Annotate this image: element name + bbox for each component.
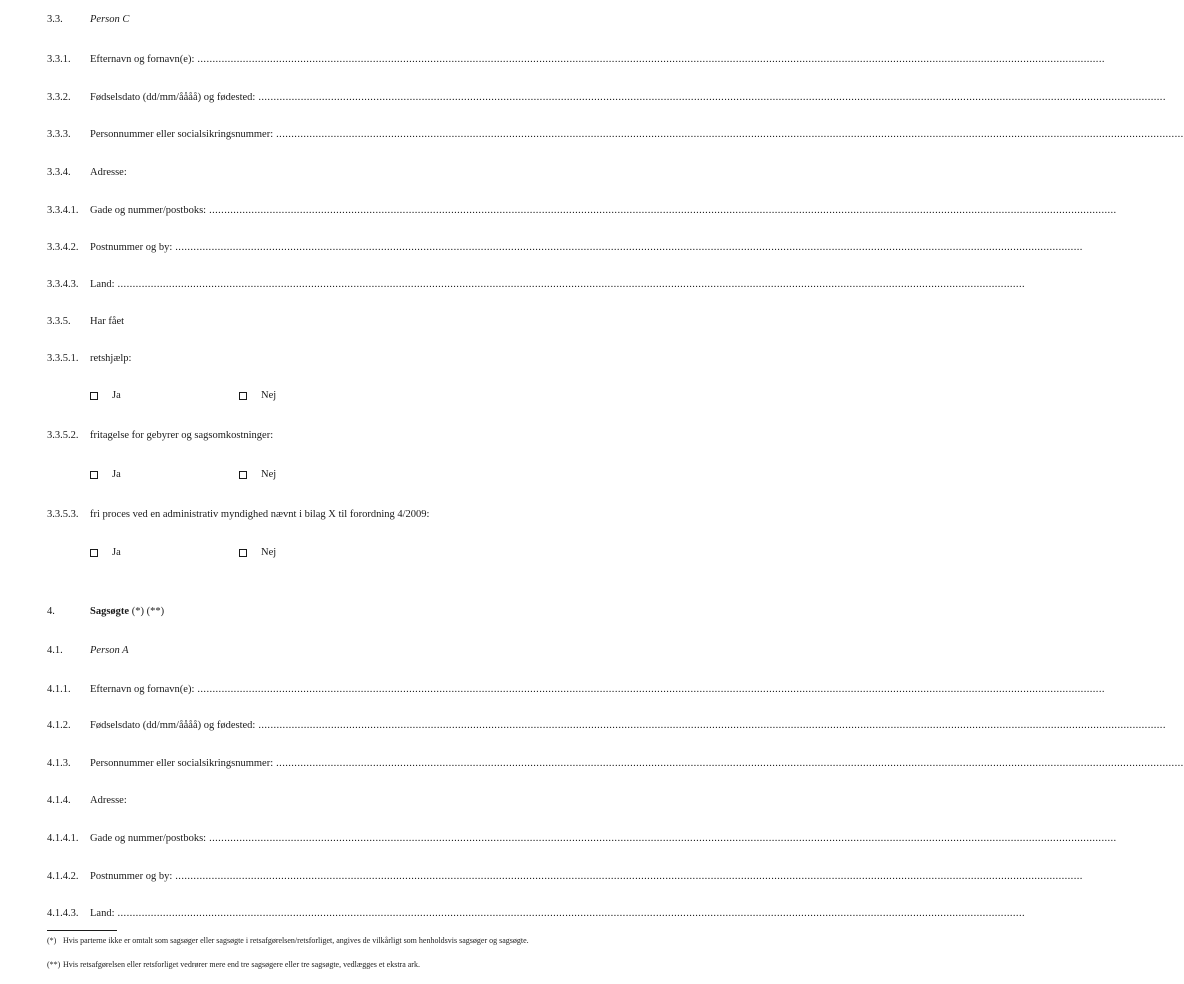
section-4-1-heading bbox=[0, 643, 655, 659]
section-number: 4.1. bbox=[47, 645, 63, 656]
field-line[interactable] bbox=[90, 240, 1083, 256]
field-surname-c[interactable] bbox=[0, 52, 1105, 68]
dotted-line[interactable]: ............................................................................................................................................................................................................................................................................................................ bbox=[197, 684, 1105, 695]
field-label: retshjælp: bbox=[90, 353, 132, 364]
field-label: Gade og nummer/postboks: bbox=[90, 833, 207, 844]
dotted-line[interactable]: ............................................................................................................................................................................................................................................................................................................ bbox=[276, 129, 1184, 140]
field-number: 4.1.4. bbox=[47, 795, 71, 806]
checkbox-square[interactable] bbox=[90, 471, 98, 479]
free-process-c bbox=[0, 507, 655, 523]
field-line[interactable] bbox=[90, 277, 1025, 293]
checkbox-square[interactable] bbox=[90, 392, 98, 400]
field-line[interactable] bbox=[90, 831, 1117, 847]
field-number: 4.1.4.1. bbox=[47, 833, 79, 844]
checkbox-square[interactable] bbox=[239, 471, 247, 479]
field-surname-a[interactable] bbox=[0, 682, 1105, 698]
dotted-line[interactable]: ............................................................................................................................................................................................................................................................................................................ bbox=[258, 720, 1166, 731]
address-heading-c bbox=[0, 165, 655, 181]
field-label: Har fået bbox=[90, 316, 125, 327]
dotted-line[interactable]: ............................................................................................................................................................................................................................................................................................................ bbox=[276, 758, 1184, 769]
field-personnummer-c[interactable] bbox=[0, 127, 1184, 143]
field-street-a[interactable] bbox=[0, 831, 1117, 847]
free-process-options bbox=[0, 545, 655, 561]
field-number: 3.3.4.1. bbox=[47, 205, 79, 216]
received-heading-c bbox=[0, 314, 655, 330]
dotted-line[interactable]: ............................................................................................................................................................................................................................................................................................................ bbox=[209, 833, 1117, 844]
footnote-text: Hvis retsafgørelsen eller retsforliget vedrører mere end tre sagsøgere eller tre sagsøgte, vedlægges et ekstra ark. bbox=[63, 960, 420, 969]
field-number: 3.3.1. bbox=[47, 54, 71, 65]
section-title: Person A bbox=[90, 645, 129, 656]
field-birth-c[interactable] bbox=[0, 90, 1166, 106]
dotted-line[interactable]: ............................................................................................................................................................................................................................................................................................................ bbox=[209, 205, 1117, 216]
checkbox-label: Ja bbox=[112, 547, 121, 558]
field-postcode-c[interactable] bbox=[0, 240, 1083, 256]
field-label: Personnummer eller socialsikringsnummer: bbox=[90, 758, 274, 769]
section-title-wrap bbox=[90, 604, 164, 620]
field-number: 4.1.2. bbox=[47, 720, 71, 731]
field-label: Efternavn og fornavn(e): bbox=[90, 684, 195, 695]
section-number: 4. bbox=[47, 606, 55, 617]
field-street-c[interactable] bbox=[0, 203, 1117, 219]
checkbox-square[interactable] bbox=[239, 549, 247, 557]
section-title: Person C bbox=[90, 14, 130, 25]
field-line[interactable] bbox=[90, 906, 1025, 922]
checkbox-yes[interactable] bbox=[90, 388, 121, 404]
checkbox-square[interactable] bbox=[90, 549, 98, 557]
field-label: Land: bbox=[90, 908, 115, 919]
field-label: Efternavn og fornavn(e): bbox=[90, 54, 195, 65]
field-line[interactable] bbox=[90, 756, 1184, 772]
footnote-1 bbox=[47, 936, 597, 946]
field-number: 4.1.3. bbox=[47, 758, 71, 769]
checkbox-no[interactable] bbox=[239, 388, 276, 404]
field-number: 3.3.4. bbox=[47, 167, 71, 178]
dotted-line[interactable]: ............................................................................................................................................................................................................................................................................................................ bbox=[117, 279, 1025, 290]
fee-exemption-c bbox=[0, 428, 655, 444]
dotted-line[interactable]: ............................................................................................................................................................................................................................................................................................................ bbox=[258, 92, 1166, 103]
section-number: 3.3. bbox=[47, 14, 63, 25]
checkbox-yes[interactable] bbox=[90, 467, 121, 483]
field-number: 4.1.4.2. bbox=[47, 871, 79, 882]
field-label: fri proces ved en administrativ myndighed nævnt i bilag X til forordning 4/2009: bbox=[90, 509, 430, 520]
field-number: 3.3.5.2. bbox=[47, 430, 79, 441]
address-heading-a bbox=[0, 793, 655, 809]
legal-aid-options bbox=[0, 388, 655, 404]
field-number: 3.3.5.1. bbox=[47, 353, 79, 364]
field-line[interactable] bbox=[90, 127, 1184, 143]
section-4-heading bbox=[0, 604, 655, 620]
footnote-mark: (**) bbox=[47, 960, 61, 969]
field-line[interactable] bbox=[90, 718, 1166, 734]
checkbox-label: Nej bbox=[261, 469, 277, 480]
field-label: Postnummer og by: bbox=[90, 871, 173, 882]
section-title: Sagsøgte bbox=[90, 606, 130, 617]
field-label: Fødselsdato (dd/mm/åååå) og fødested: bbox=[90, 92, 256, 103]
dotted-line[interactable]: ............................................................................................................................................................................................................................................................................................................ bbox=[117, 908, 1025, 919]
checkbox-no[interactable] bbox=[239, 467, 276, 483]
field-number: 4.1.1. bbox=[47, 684, 71, 695]
field-number: 3.3.4.2. bbox=[47, 242, 79, 253]
field-birth-a[interactable] bbox=[0, 718, 1166, 734]
field-country-c[interactable] bbox=[0, 277, 1025, 293]
checkbox-label: Nej bbox=[261, 547, 277, 558]
field-label: Personnummer eller socialsikringsnummer: bbox=[90, 129, 274, 140]
field-personnummer-a[interactable] bbox=[0, 756, 1184, 772]
checkbox-label: Ja bbox=[112, 469, 121, 480]
checkbox-label: Nej bbox=[261, 390, 277, 401]
dotted-line[interactable]: ............................................................................................................................................................................................................................................................................................................ bbox=[175, 871, 1083, 882]
field-number: 4.1.4.3. bbox=[47, 908, 79, 919]
checkbox-square[interactable] bbox=[239, 392, 247, 400]
field-postcode-a[interactable] bbox=[0, 869, 1083, 885]
footnote-divider bbox=[47, 930, 117, 931]
field-label: Adresse: bbox=[90, 795, 127, 806]
checkbox-no[interactable] bbox=[239, 545, 276, 561]
field-line[interactable] bbox=[90, 682, 1105, 698]
fee-exemption-options bbox=[0, 467, 655, 483]
dotted-line[interactable]: ............................................................................................................................................................................................................................................................................................................ bbox=[197, 54, 1105, 65]
field-label: Gade og nummer/postboks: bbox=[90, 205, 207, 216]
footnote-refs: (*) (**) bbox=[131, 606, 165, 617]
field-country-a[interactable] bbox=[0, 906, 1025, 922]
field-label: Land: bbox=[90, 279, 115, 290]
footnote-text: Hvis parterne ikke er omtalt som sagsøger eller sagsøgte i retsafgørelsen/retsforliget, angives de vilkårligt som henholdsvis sagsøger og sagsøgte. bbox=[63, 936, 529, 945]
field-label: Adresse: bbox=[90, 167, 127, 178]
field-number: 3.3.5. bbox=[47, 316, 71, 327]
dotted-line[interactable]: ............................................................................................................................................................................................................................................................................................................ bbox=[175, 242, 1083, 253]
field-label: fritagelse for gebyrer og sagsomkostninger: bbox=[90, 430, 274, 441]
checkbox-yes[interactable] bbox=[90, 545, 121, 561]
field-number: 3.3.4.3. bbox=[47, 279, 79, 290]
field-line[interactable] bbox=[90, 52, 1105, 68]
field-line[interactable] bbox=[90, 90, 1166, 106]
field-line[interactable] bbox=[90, 203, 1117, 219]
field-label: Fødselsdato (dd/mm/åååå) og fødested: bbox=[90, 720, 256, 731]
field-line[interactable] bbox=[90, 869, 1083, 885]
field-number: 3.3.5.3. bbox=[47, 509, 79, 520]
field-label: Postnummer og by: bbox=[90, 242, 173, 253]
section-3-3-heading bbox=[0, 12, 655, 28]
checkbox-label: Ja bbox=[112, 390, 121, 401]
footnote-2 bbox=[47, 960, 597, 970]
field-number: 3.3.3. bbox=[47, 129, 71, 140]
footnote-mark: (*) bbox=[47, 936, 57, 945]
field-number: 3.3.2. bbox=[47, 92, 71, 103]
legal-aid-c bbox=[0, 351, 655, 367]
